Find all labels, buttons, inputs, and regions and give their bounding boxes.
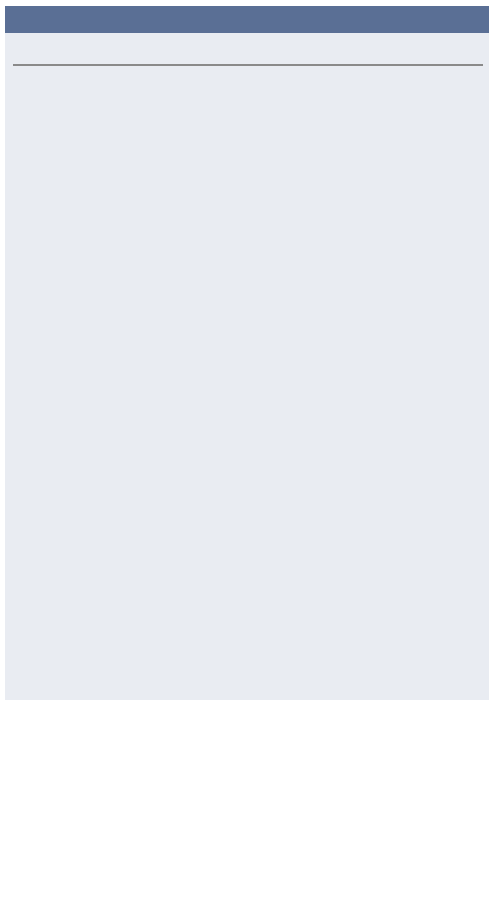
- header-divider: [13, 64, 483, 66]
- table-header: [5, 33, 489, 60]
- table-notes: [6, 706, 489, 714]
- risk-table: [5, 33, 489, 700]
- table-title-bar: [5, 6, 489, 33]
